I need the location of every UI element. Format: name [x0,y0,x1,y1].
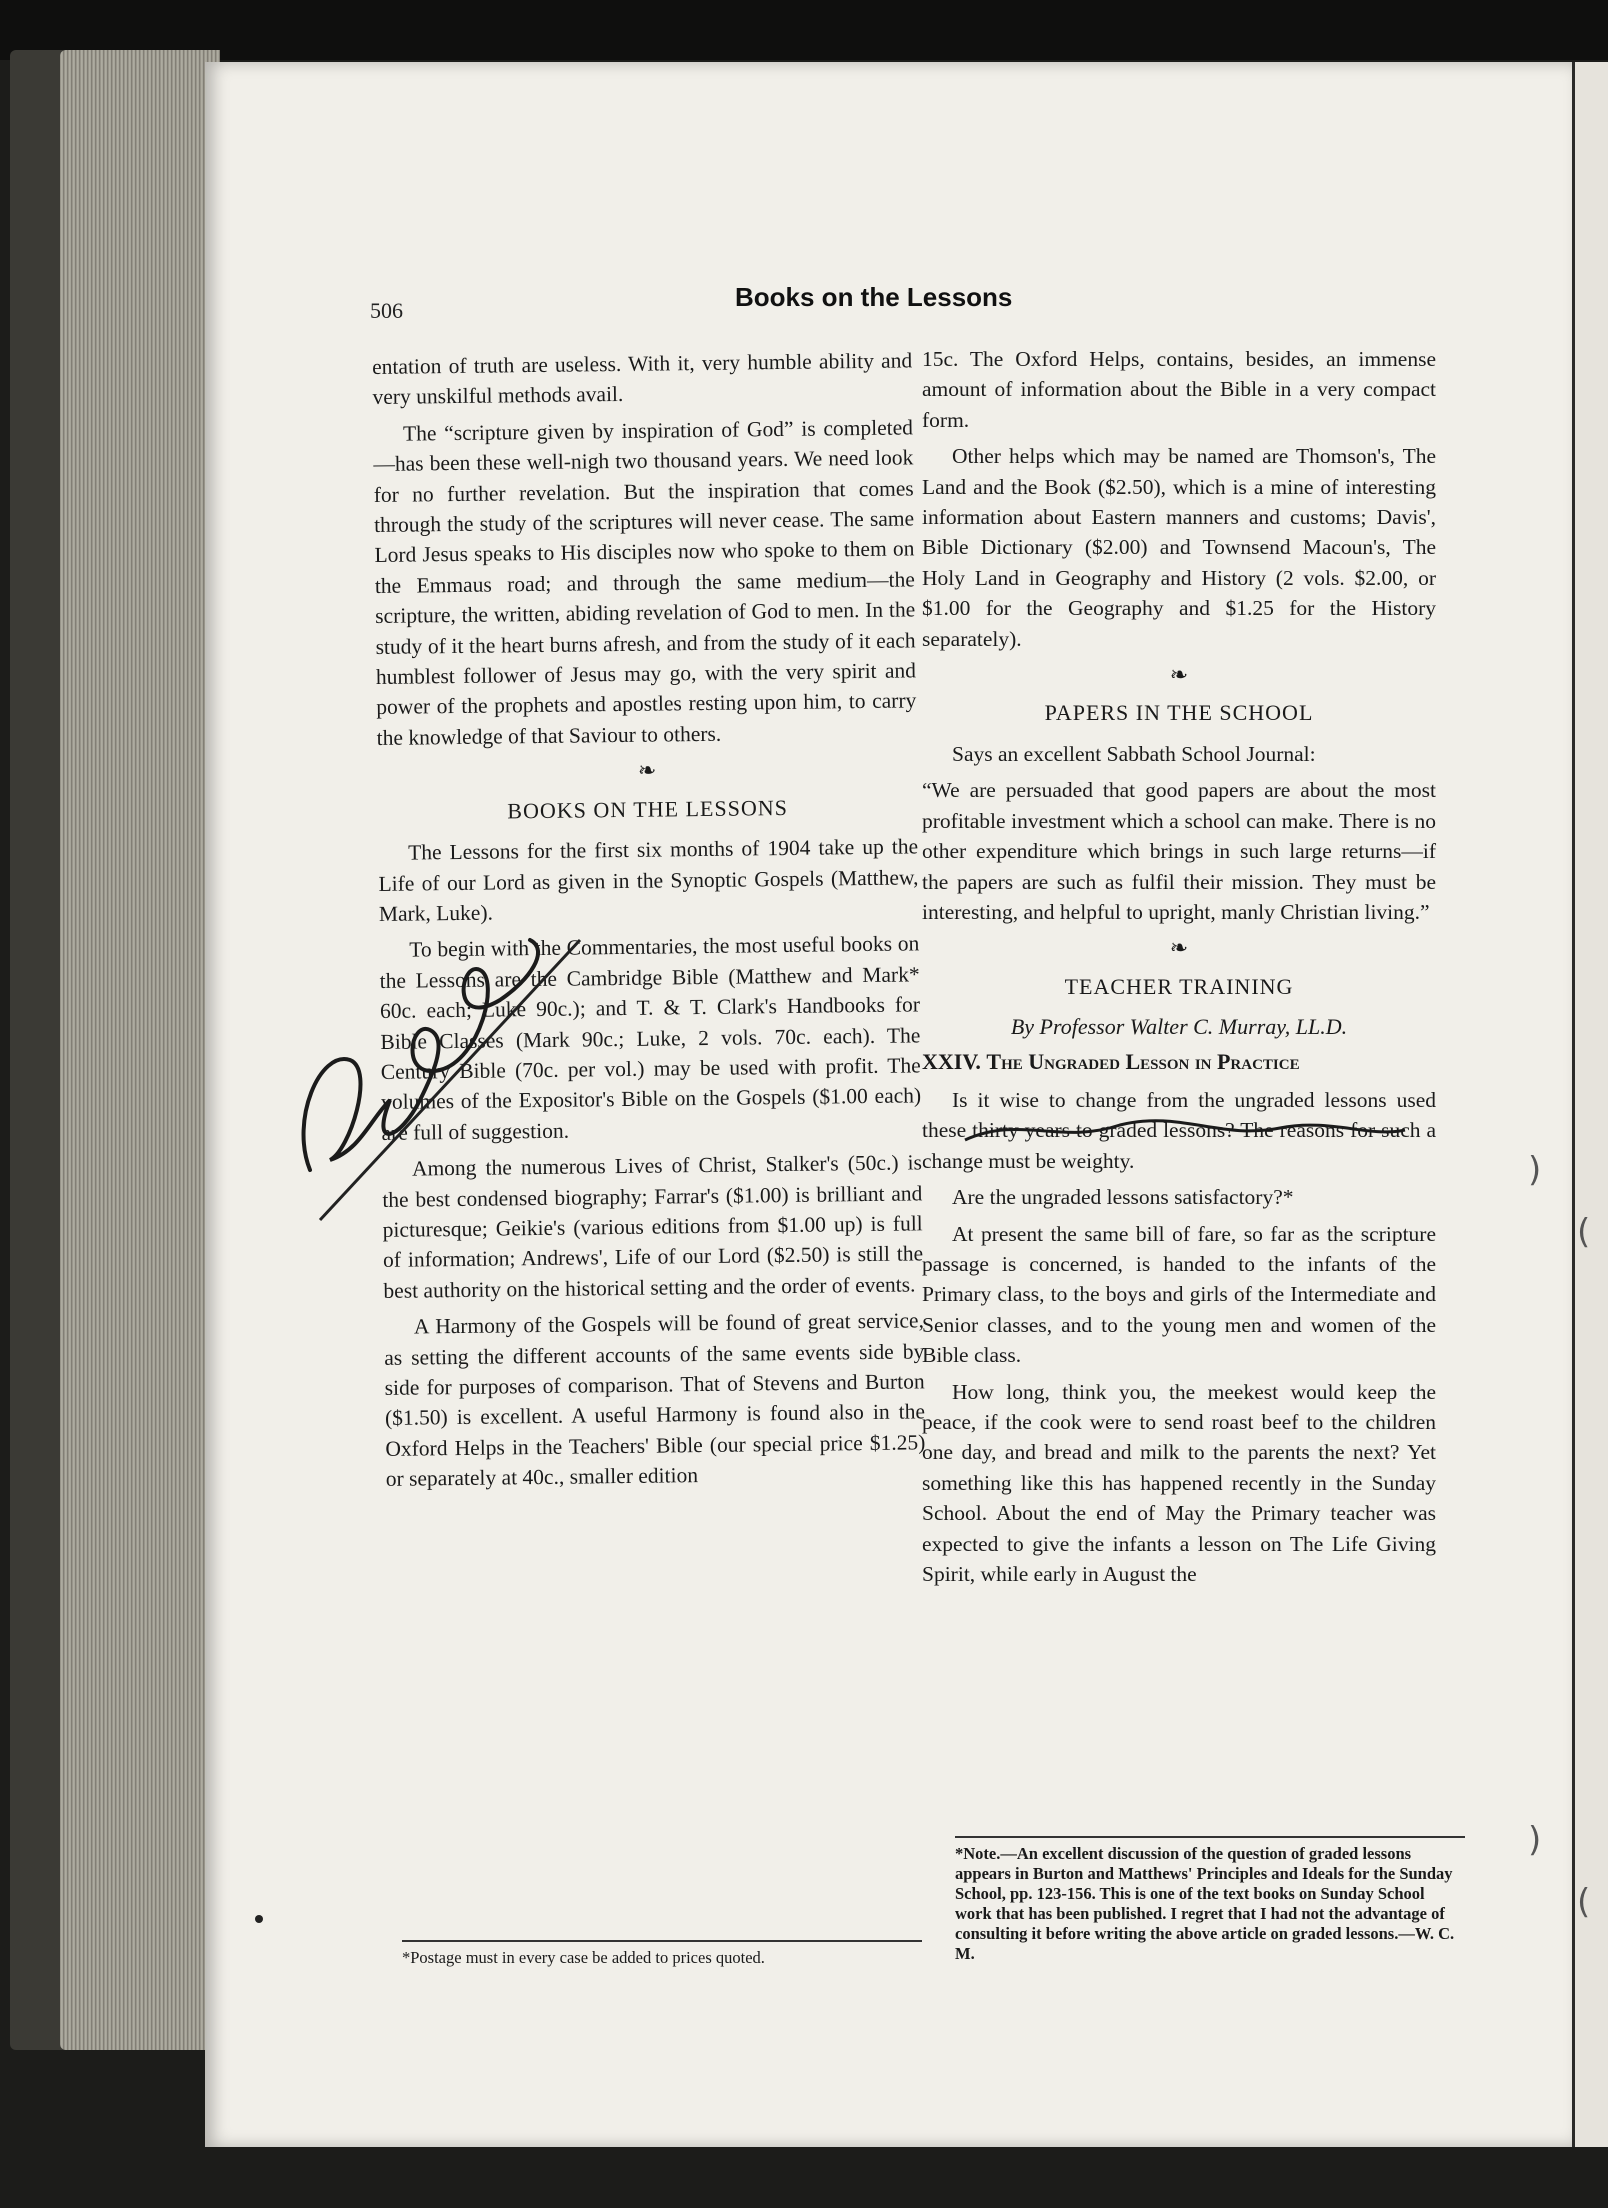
section-heading: TEACHER TRAINING [1064,973,1294,999]
paragraph: Among the numerous Lives of Christ, Stalker's (50c.) is the best condensed biography; Farrar's ($1.00) is brilliant and picturesque; Geikie's (various editions from $1.00 up) is full of information; Andrews', Life of our Lord ($2.50) is still the best authority on the historical setting and the order of events. [382,1150,924,1303]
paragraph: Are the ungraded lessons satisfactory?* [952,1185,1294,1210]
page-number: 506 [370,298,403,323]
binding-ring-icon: ( [1577,1882,1591,1922]
paragraph: “We are persuaded that good papers are about the most profitable investment which a school can make. There is no other expenditure which brings in such large returns—if the papers are such as fulfil their mission. They must be interesting, and helpful to upright, manly Christian living.” [922,778,1436,924]
handwritten-annotation [280,920,600,1250]
paragraph: The “scripture given by inspiration of God” is completed—has been these well-nigh two thousand years. We need look for no further revelation. But the inspiration that comes through the study of the scriptures will never cease. The same Lord Jesus speaks to His disciples now who spoke to them on the Emmaus road; and through the same medium—the scripture, the written, abiding revelation of God to men. In the study of it the heart burns afresh, and from the study of it each humblest follower of Jesus may go, with the very spirit and power of the prophets and apostles resting upon him, to carry the knowledge of that Saviour to others. [373,415,917,750]
paragraph: Says an excellent Sabbath School Journal: [952,741,1316,766]
right-column [922,344,1436,1595]
paragraph: entation of truth are useless. With it, very humble ability and very unskilful methods avail. [372,348,913,410]
paragraph: How long, think you, the meekest would keep the peace, if the cook were to send roast beef to the children one day, and bread and milk to the parents the next? Yet something like this has happened recently in the Sunday School. About the end of May the Primary teacher was expected to give the infants a lesson on The Life Giving Spirit, while early in August the [922,1379,1436,1587]
ornament-icon: ❧ [637,757,657,784]
part-heading [922,1047,1436,1077]
paragraph: At present the same bill of fare, so far as the scripture passage is concerned, is handed to the infants of the Primary class, to the boys and girls of the Intermediate and Senior classes, and to the young men and women of the Bible class. [922,1221,1436,1368]
handwritten-underline [960,1110,1410,1150]
ornament-icon: ❧ [1169,662,1189,688]
footnote: *Note.—An excellent discussion of the question of graded lessons appears in Burton and Matthews' Principles and Ideals for the Sunday School, pp. 123-156. This is one of the text books on Sunday School work that has been published. I regret that I had not the advantage of consulting it before writing the above article on graded lessons.—W. C. M. [955,1836,1465,1964]
binding-ring-icon: ) [1528,1820,1542,1860]
ornament-icon: ❧ [1169,935,1189,961]
facing-page-edge [1572,62,1608,2147]
paragraph: 15c. The Oxford Helps, contains, besides, an immense amount of information about the Bible in a very compact form. [922,347,1436,432]
part-title: The Ungraded Lesson in Practice [986,1048,1300,1074]
page-stack-edge [60,50,220,2050]
paragraph: Is it wise to change from the ungraded lessons used these thirty years to graded lessons? The reasons for such a change must be weighty. [922,1087,1436,1173]
section-heading: BOOKS ON THE LESSONS [507,794,789,824]
byline: By Professor Walter C. Murray, LL.D. [1010,1014,1348,1040]
part-number: XXIV. [922,1048,981,1074]
scan-backdrop [0,0,1608,60]
paragraph: Other helps which may be named are Thomson's, The Land and the Book ($2.50), which is a mine of interesting information about Eastern manners and customs; Davis', Bible Dictionary ($2.00) and Townsend Macoun's, The Holy Land in Geography and History (2 vols. $2.00, or $1.00 for the Geography and $1.25 for the History separately). [922,444,1436,651]
running-head: Books on the Lessons [735,282,1013,312]
paragraph: A Harmony of the Gospels will be found of great service, as setting the different accounts of the same events side by side for purposes of comparison. That of Stevens and Burton ($1.50) is excellent. A useful Harmony is found also in the Oxford Helps in the Teachers' Bible (our special price $1.25) or separately at 40c., smaller edition [384,1308,926,1492]
paragraph: To begin with the Commentaries, the most useful books on the Lessons are the Cambridge Bible (Matthew and Mark* 60c. each; Luke 90c.); and T. & T. Clark's Handbooks for Bible Classes (Mark 90c.; Luke, 2 vols. 70c. each). The Century Bible (70c. per vol.) may be used with profit. The volumes of the Expositor's Bible on the Gospels ($1.00 each) are full of suggestion. [379,931,922,1145]
binding-ring-icon: ( [1577,1212,1591,1252]
footnote: *Postage must in every case be added to prices quoted. [402,1940,922,1968]
ink-dot [255,1915,263,1923]
section-heading: PAPERS IN THE SCHOOL [1044,700,1314,726]
binding-ring-icon: ) [1528,1150,1542,1190]
paragraph: The Lessons for the first six months of 1904 take up the Life of our Lord as given in the Synoptic Gospels (Matthew, Mark, Luke). [378,834,919,926]
page-header [370,282,1470,322]
